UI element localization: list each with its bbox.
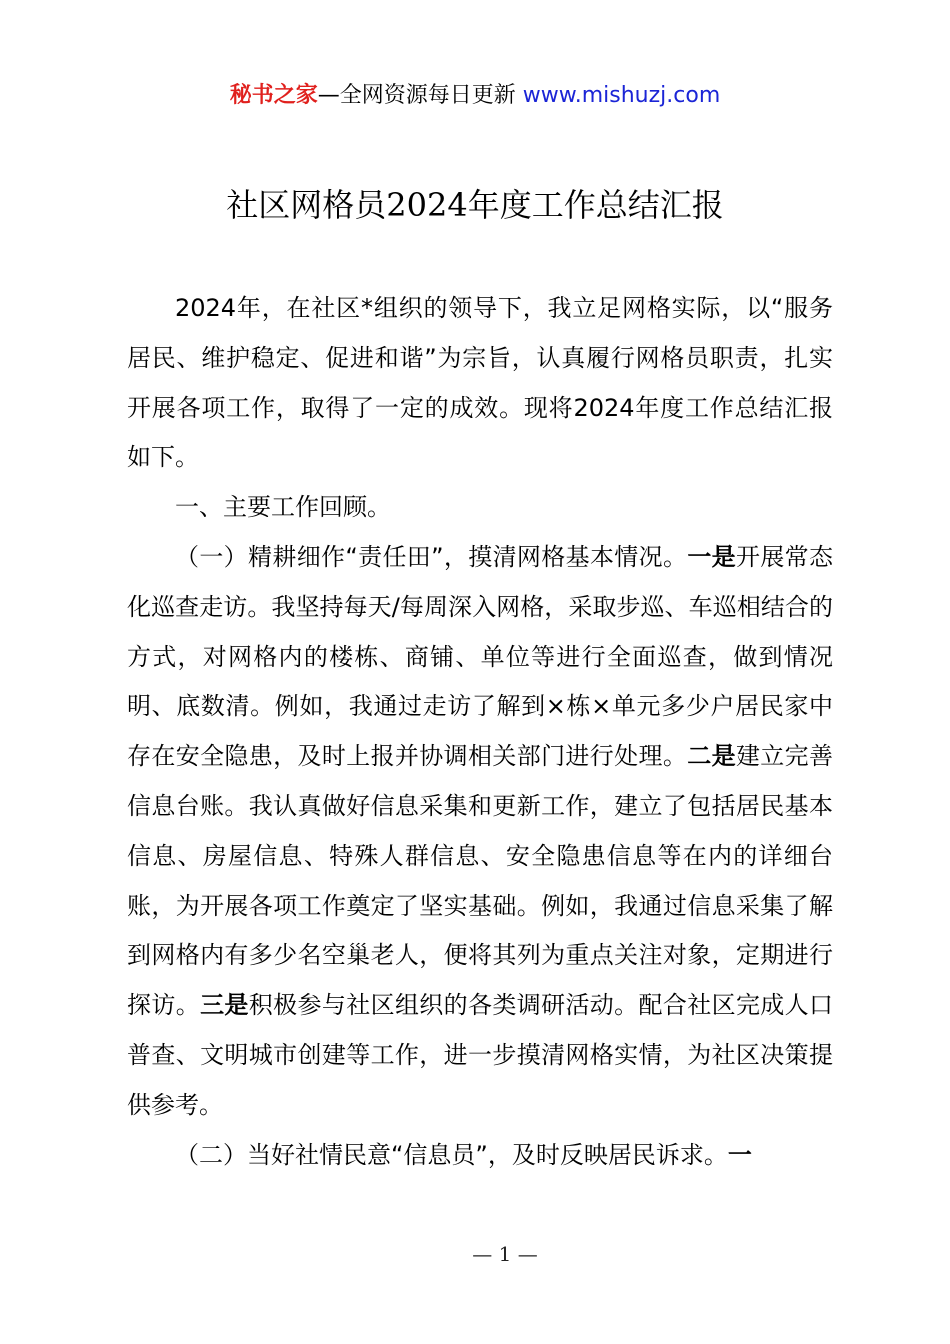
section-paragraph-1 bbox=[127, 533, 833, 1131]
document-body bbox=[127, 284, 833, 1180]
subsection-heading: （一）精耕细作“责任田”，摸清网格基本情况。 bbox=[175, 542, 688, 571]
site-header bbox=[0, 80, 950, 112]
intro-paragraph: 2024年，在社区*组织的领导下，我立足网格实际，以“服务居民、维护稳定、促进和谐”为宗旨，认真履行网格员职责，扎实开展各项工作，取得了一定的成效。现将2024年度工作总结汇报如下。 bbox=[127, 294, 833, 472]
point-marker: 二是 bbox=[687, 742, 736, 771]
point-text: 开展常态化巡查走访。我坚持每天/每周深入网格，采取步巡、车巡相结合的方式，对网格内的楼栋、商铺、单位等进行全面巡查，做到情况明、底数清。例如，我通过走访了解到×栋×单元多少户居民家中存在安全隐患，及时上报并协调相关部门进行处理。 bbox=[127, 542, 834, 771]
brand-name: 秘书之家 bbox=[229, 83, 318, 108]
point-text: 积极参与社区组织的各类调研活动。配合社区完成人口普查、文明城市创建等工作，进一步摸清网格实情，为社区决策提供参考。 bbox=[127, 991, 834, 1119]
document-title: 社区网格员2024年度工作总结汇报 bbox=[226, 186, 724, 224]
site-url-link[interactable]: www.mishuzj.com bbox=[522, 83, 721, 108]
page-number: — 1 — bbox=[472, 1242, 538, 1266]
subsection-heading: （二）当好社情民意“信息员”，及时反映居民诉求。 bbox=[175, 1140, 728, 1169]
point-marker: 一 bbox=[727, 1140, 752, 1169]
section-paragraph-2 bbox=[127, 1131, 833, 1181]
point-marker: 三是 bbox=[200, 991, 249, 1020]
point-text: 建立完善信息台账。我认真做好信息采集和更新工作，建立了包括居民基本信息、房屋信息、特殊人群信息、安全隐患信息等在内的详细台账，为开展各项工作奠定了坚实基础。例如，我通过信息采集了解到网格内有多少名空巢老人，便将其列为重点关注对象，定期进行探访。 bbox=[127, 742, 834, 1020]
point-marker: 一是 bbox=[687, 542, 736, 571]
header-tagline: —全网资源每日更新 bbox=[317, 83, 516, 108]
section-heading: 一、主要工作回顾。 bbox=[175, 493, 391, 522]
